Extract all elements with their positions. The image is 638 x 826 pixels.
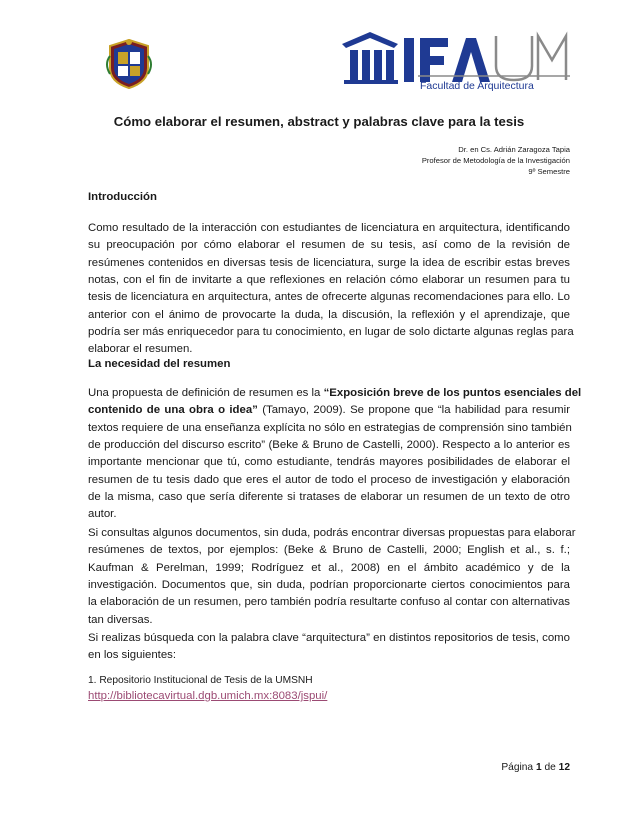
text-line: textos requiere de una enseñanza explícita no sólo en estrategias de comprensión sino también — [88, 421, 572, 434]
section-heading-necesidad: La necesidad del resumen — [88, 358, 231, 370]
author-role: Profesor de Metodología de la Investigación — [421, 156, 570, 165]
paragraph-consultas — [88, 525, 576, 629]
repository-link[interactable]: http://bibliotecavirtual.dgb.umich.mx:8083/jspui/ — [88, 690, 328, 702]
text-run: Una propuesta de definición de resumen es la — [88, 387, 324, 399]
text-line: en los siguientes: — [88, 649, 177, 662]
text-line: Si realizas búsqueda con la palabra clave “arquitectura” en distintos repositorios de tesis, como — [88, 632, 570, 644]
text-line: Kaufman & Perelman, 1999; Rodríguez et al., 2008) en el ámbito académico y de la — [88, 561, 570, 574]
text-line: Como resultado de la interacción con estudiantes de licenciatura en arquitectura, identificando — [88, 222, 570, 234]
text-line: de producción del discurso escrito” (Beke & Bruno de Castelli, 2000). Respecto a lo anterior es — [88, 439, 570, 452]
text-line: resúmenes de textos, por ejemplos: (Beke & Bruno de Castelli, 2000; English et al., s. f.; — [88, 544, 570, 557]
text-line: investigación. Documentos que, sin duda, podrían proporcionarte ciertos conocimientos para — [88, 579, 570, 592]
faum-logo — [340, 30, 572, 92]
text-line: Si consultas algunos documentos, sin duda, podrás encontrar diversas propuestas para elaborar — [88, 527, 576, 539]
text-line: elaborar el resumen. — [88, 343, 193, 356]
text-line: importante mencionar que tú, como estudiante, tendrás mayores posibilidades de elaborar el — [88, 456, 570, 469]
total-pages: 12 — [558, 762, 570, 773]
text-line: de la misma, caso que sería diferente si tratases de elaborar un resumen de un texto de otro — [88, 491, 570, 504]
logo-caption: Facultad de Arquitectura — [420, 80, 534, 92]
text-line: notas, con el fin de invitarte a que reflexiones en relación cómo elaborar un resumen para tu — [88, 274, 570, 287]
text-line: tan diversas. — [88, 613, 153, 626]
university-seal-icon — [104, 38, 154, 90]
page-title: Cómo elaborar el resumen, abstract y palabras clave para la tesis — [113, 114, 525, 129]
page-number — [501, 762, 570, 773]
page-label: Página — [501, 762, 534, 773]
text-line — [88, 402, 570, 419]
text-line: su preocupación por cómo elaborar el resumen de su tesis, así como de la revisión de — [88, 239, 570, 252]
text-line — [88, 385, 582, 402]
text-line: la elaboración de un resumen, pero también podría resultarte confuso al contar con alternativas — [88, 596, 570, 609]
paragraph-busqueda — [88, 630, 570, 665]
author-name: Dr. en Cs. Adrián Zaragoza Tapia — [458, 145, 570, 154]
text-run: (Tamayo, 2009). Se propone que “la habilidad para resumir — [257, 404, 570, 417]
author-block — [422, 144, 570, 177]
text-line: resumen de tu tesis dado que eres el autor de todo el proceso de investigación y elaboración — [88, 473, 570, 486]
paragraph-introduccion — [88, 220, 574, 359]
definition-bold: “Exposición breve de los puntos esenciales del — [323, 387, 582, 399]
text-line: anterior con el ánimo de provocarte la duda, la discusión, la reflexión y el aprendizaje, que — [88, 308, 570, 321]
definition-bold: contenido de una obra o idea” — [88, 404, 258, 417]
text-line: resúmenes contenidos en diversas tesis de licenciatura, surge la idea de escribir estas breves — [88, 256, 570, 269]
text-line: podría ser más enriquecedor para tu conocimiento, en lugar de solo dictarte algunas reglas para — [88, 326, 574, 339]
paragraph-necesidad — [88, 385, 582, 524]
text-line: autor. — [88, 508, 117, 521]
repository-item: 1. Repositorio Institucional de Tesis de la UMSNH — [88, 675, 313, 686]
current-page: 1 — [535, 762, 542, 773]
of-label: de — [544, 762, 556, 773]
section-heading-introduccion: Introducción — [88, 191, 157, 203]
text-line: tesis de licenciatura en arquitectura, antes de ofrecerte algunas recomendaciones para ello. Lo — [88, 291, 570, 304]
author-semester: 9º Semestre — [528, 167, 570, 176]
